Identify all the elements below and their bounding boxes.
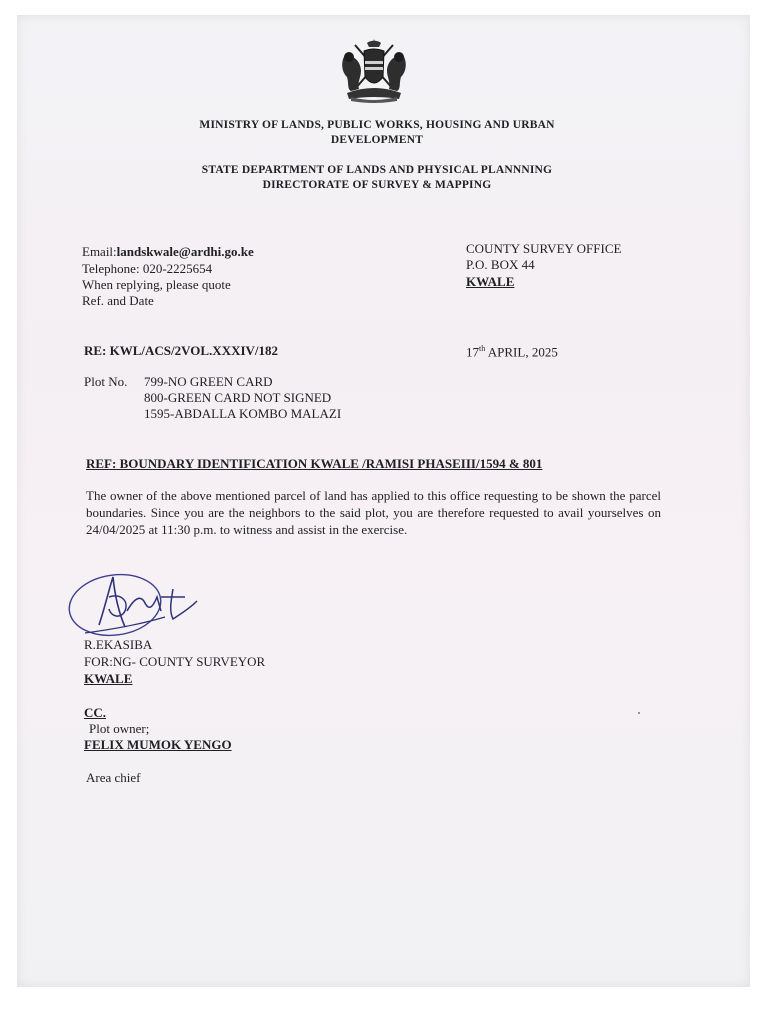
department-heading-line1: STATE DEPARTMENT OF LANDS AND PHYSICAL PLANNNING [201, 164, 553, 176]
reply-note-line1: When replying, please quote [82, 277, 231, 292]
kenya-coat-of-arms-icon [337, 37, 411, 103]
paper-speck [638, 712, 640, 714]
letter-page [17, 15, 750, 987]
date-suffix: th [479, 344, 486, 353]
office-name: COUNTY SURVEY OFFICE [466, 241, 622, 256]
reference-number: RE: KWL/ACS/2VOL.XXXIV/182 [84, 343, 279, 358]
reply-note-line2: Ref. and Date [82, 293, 154, 308]
email-address: landskwale@ardhi.go.ke [116, 244, 254, 259]
plot-label: Plot No. [84, 374, 128, 389]
directorate-heading: DIRECTORATE OF SURVEY & MAPPING [262, 179, 492, 191]
signatory-name: R.EKASIBA [84, 637, 153, 652]
body-paragraph: The owner of the above mentioned parcel of land has applied to this office requesting to be shown the parcel boundaries. Since you are the neighbors to the said plot, you are therefore requested to avail yourselves on 24/04/2025 at 11:30 p.m. to witness and assist in the exercise. [86, 488, 661, 537]
telephone-line: Telephone: 020-2225654 [82, 261, 213, 276]
signatory-location: KWALE [84, 671, 133, 686]
plot-item: 1595-ABDALLA KOMBO MALAZI [144, 406, 342, 421]
plot-item: 800-GREEN CARD NOT SIGNED [144, 390, 332, 405]
ministry-heading-line2: DEVELOPMENT [330, 134, 424, 146]
email-label: Email: [82, 244, 117, 259]
date-day: 17 [466, 344, 479, 360]
cc-label: CC. [84, 705, 107, 720]
date-month-year: APRIL, 2025 [485, 344, 558, 360]
plot-item: 799-NO GREEN CARD [144, 374, 273, 389]
email-line [82, 243, 254, 260]
subject-line: REF: BOUNDARY IDENTIFICATION KWALE /RAMISI PHASEIII/1594 & 801 [86, 456, 543, 471]
letter-date [466, 340, 558, 360]
office-location: KWALE [466, 274, 515, 289]
signatory-title: FOR:NG- COUNTY SURVEYOR [84, 654, 266, 669]
office-po-box: P.O. BOX 44 [466, 257, 535, 272]
handwritten-signature-icon [65, 567, 215, 647]
ministry-heading-line1: MINISTRY OF LANDS, PUBLIC WORKS, HOUSING AND URBAN [199, 119, 555, 131]
cc-area-chief: Area chief [86, 770, 141, 785]
cc-plot-owner-name: FELIX MUMOK YENGO [84, 737, 232, 752]
cc-plot-owner-label: Plot owner; [89, 721, 150, 736]
